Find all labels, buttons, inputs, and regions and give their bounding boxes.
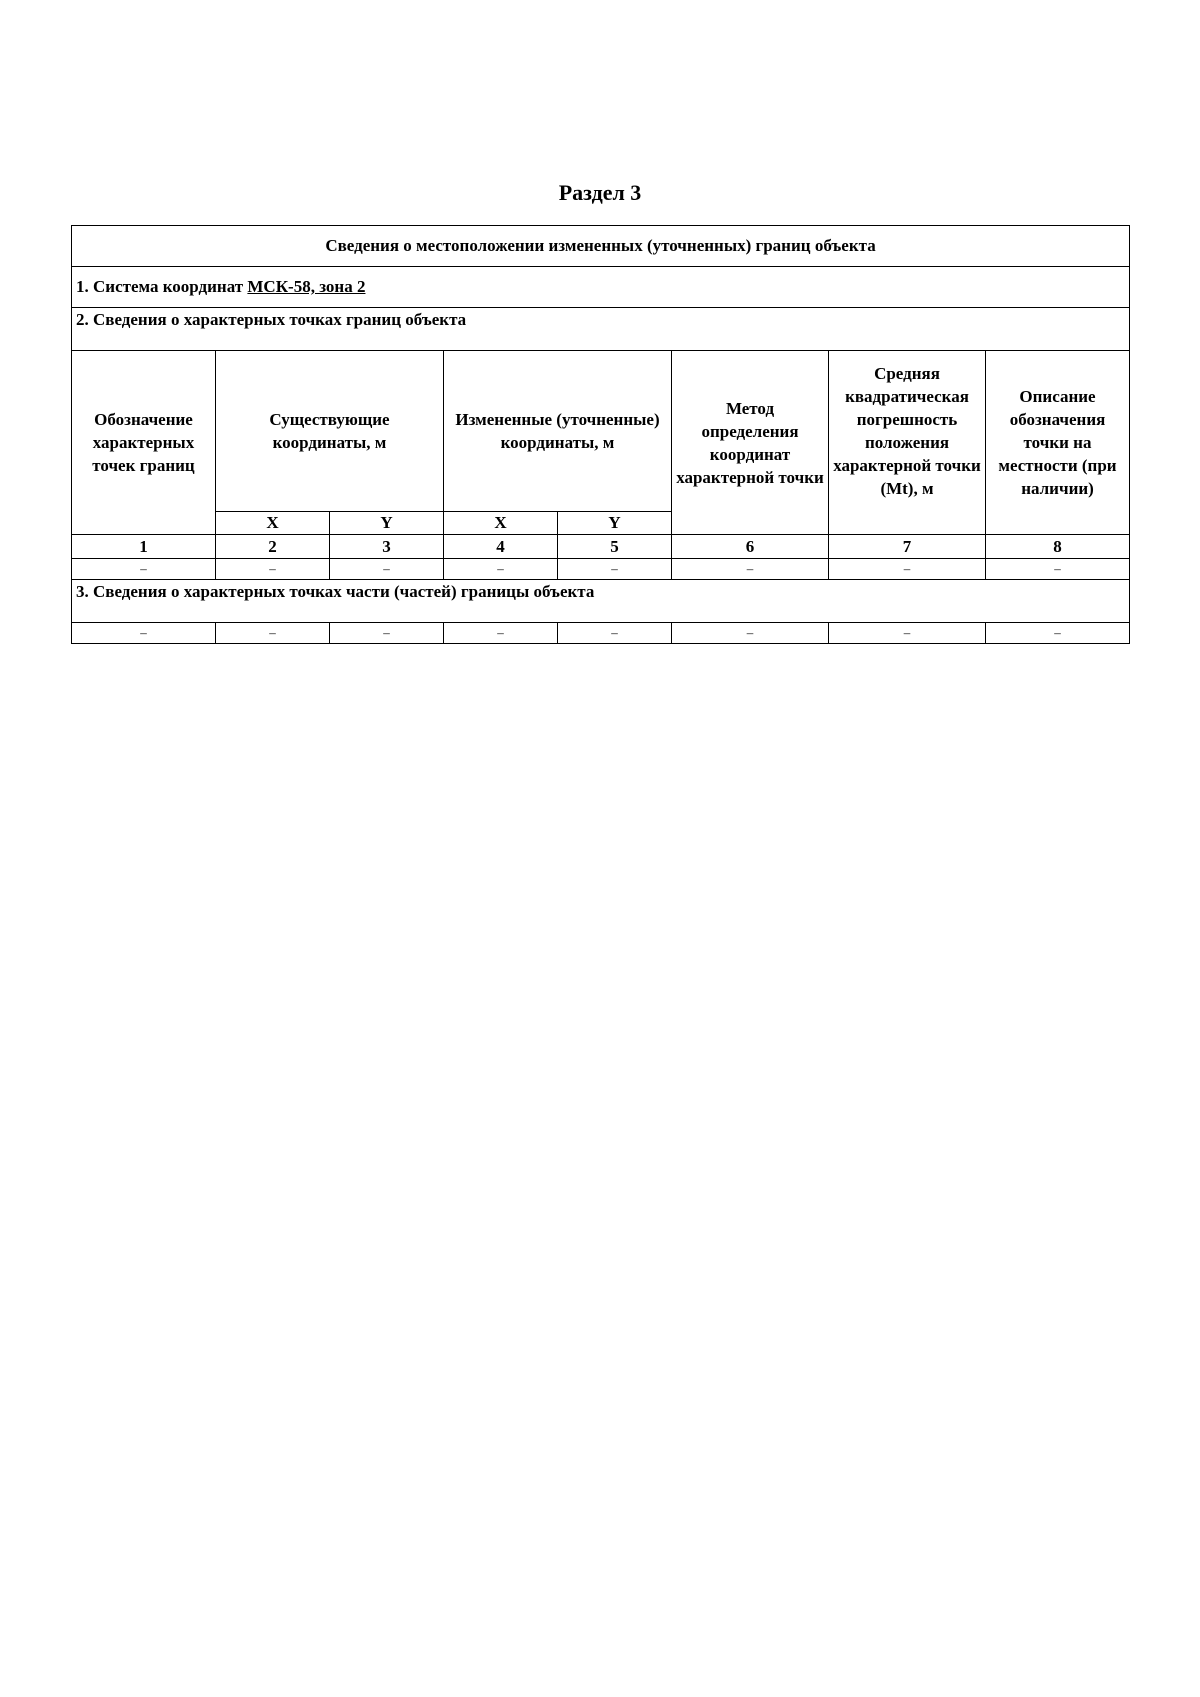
section-title: Раздел 3: [558, 180, 642, 205]
column-number: 3: [330, 535, 444, 559]
table-cell: –: [986, 559, 1130, 580]
table-cell: –: [444, 559, 558, 580]
parts-heading: 3. Сведения о характерных точках части (частей) границы объекта: [72, 580, 1130, 623]
header-description: Описание обозначения точки на местности (при наличии): [986, 351, 1130, 535]
table-cell: –: [558, 559, 672, 580]
table-cell: –: [829, 559, 986, 580]
header-method: Метод определения координат характерной точки: [672, 351, 829, 535]
column-number: 7: [829, 535, 986, 559]
table-row: [72, 623, 1130, 644]
coord-system-row: [72, 267, 1130, 308]
points-heading: 2. Сведения о характерных точках границ объекта: [72, 308, 1130, 351]
table-cell: –: [672, 559, 829, 580]
column-number: 5: [558, 535, 672, 559]
column-number: 1: [72, 535, 216, 559]
table-cell: –: [444, 623, 558, 644]
table-cell: –: [558, 623, 672, 644]
column-number: 6: [672, 535, 829, 559]
table-cell: –: [330, 623, 444, 644]
header-changed-y: Y: [558, 512, 672, 535]
header-point-designation: Обозначение характерных точек границ: [72, 351, 216, 535]
table-cell: –: [672, 623, 829, 644]
table-cell: –: [72, 623, 216, 644]
table-cell: –: [986, 623, 1130, 644]
table-cell: –: [216, 559, 330, 580]
column-number: 8: [986, 535, 1130, 559]
boundary-table: [71, 225, 1130, 644]
header-existing-coords: Существующие координаты, м: [216, 351, 444, 512]
coord-system-value: МСК-58, зона 2: [247, 277, 366, 296]
column-number: 2: [216, 535, 330, 559]
header-existing-y: Y: [330, 512, 444, 535]
table-cell: –: [829, 623, 986, 644]
table-cell: –: [216, 623, 330, 644]
header-changed-coords: Измененные (уточненные) координаты, м: [444, 351, 672, 512]
column-number-row: [72, 535, 1130, 559]
header-existing-x: X: [216, 512, 330, 535]
coord-system-label: 1. Система координат: [76, 277, 244, 296]
column-number: 4: [444, 535, 558, 559]
table-row: [72, 559, 1130, 580]
table-title: Сведения о местоположении измененных (уточненных) границ объекта: [72, 226, 1130, 267]
table-cell: –: [72, 559, 216, 580]
header-mean-error: Средняя квадратическая погрешность положения характерной точки (Mt), м: [829, 351, 986, 535]
header-changed-x: X: [444, 512, 558, 535]
table-cell: –: [330, 559, 444, 580]
